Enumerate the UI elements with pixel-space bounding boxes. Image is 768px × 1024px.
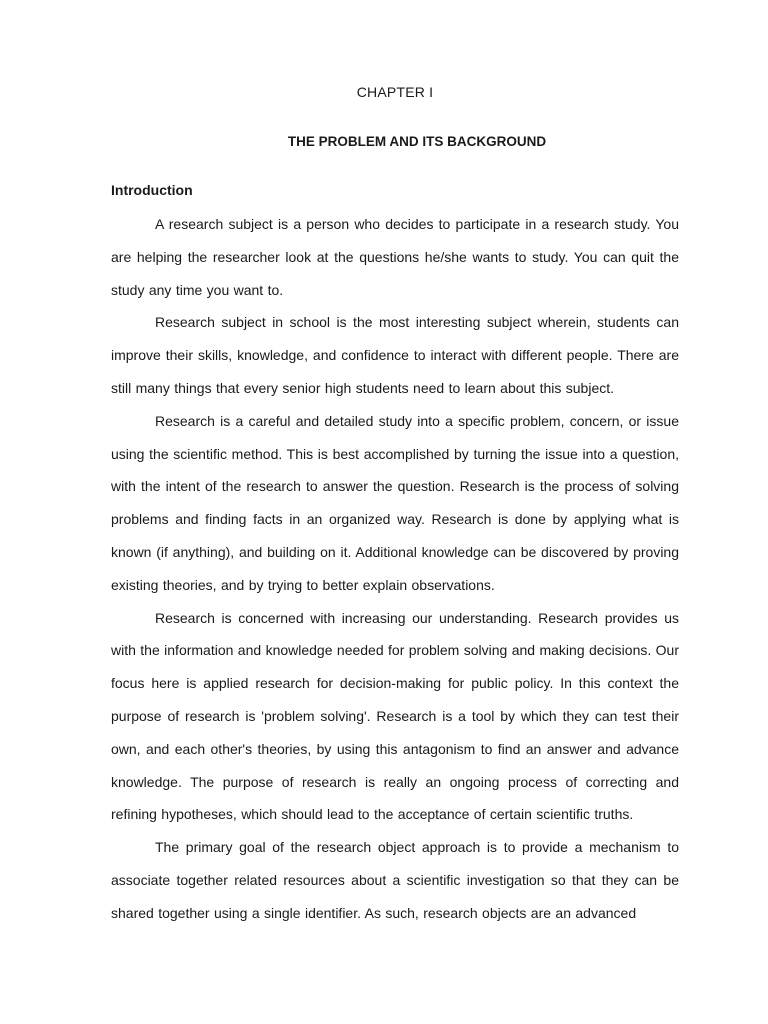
chapter-title: THE PROBLEM AND ITS BACKGROUND <box>287 134 547 149</box>
body-text <box>111 208 679 930</box>
paragraph: A research subject is a person who decides to participate in a research study. You are helping the researcher look at the questions he/she wants to study. You can quit the study any time you want to. <box>111 216 679 298</box>
chapter-label: CHAPTER I <box>356 84 434 100</box>
section-heading: Introduction <box>111 182 193 198</box>
paragraph: Research is concerned with increasing our understanding. Research provides us with the information and knowledge needed for problem solving and making decisions. Our focus here is applied research for decision-making for public policy. In this context the purpose of research is 'problem solving'. Research is a tool by which they can test their own, and each other's theories, by using this antagonism to find an answer and advance knowledge. The purpose of research is really an ongoing process of correcting and refining hypotheses, which should lead to the acceptance of certain scientific truths. <box>111 609 679 823</box>
paragraph: Research subject in school is the most interesting subject wherein, students can improve their skills, knowledge, and confidence to interact with different people. There are still many things that every senior high students need to learn about this subject. <box>111 314 679 396</box>
paragraph: Research is a careful and detailed study into a specific problem, concern, or issue using the scientific method. This is best accomplished by turning the issue into a question, with the intent of the research to answer the question. Research is the process of solving problems and finding facts in an organized way. Research is done by applying what is known (if anything), and building on it. Additional knowledge can be discovered by proving existing theories, and by trying to better explain observations. <box>111 412 679 593</box>
paragraph: The primary goal of the research object approach is to provide a mechanism to associate together related resources about a scientific investigation so that they can be shared together using a single identifier. As such, research objects are an advanced <box>111 839 679 921</box>
